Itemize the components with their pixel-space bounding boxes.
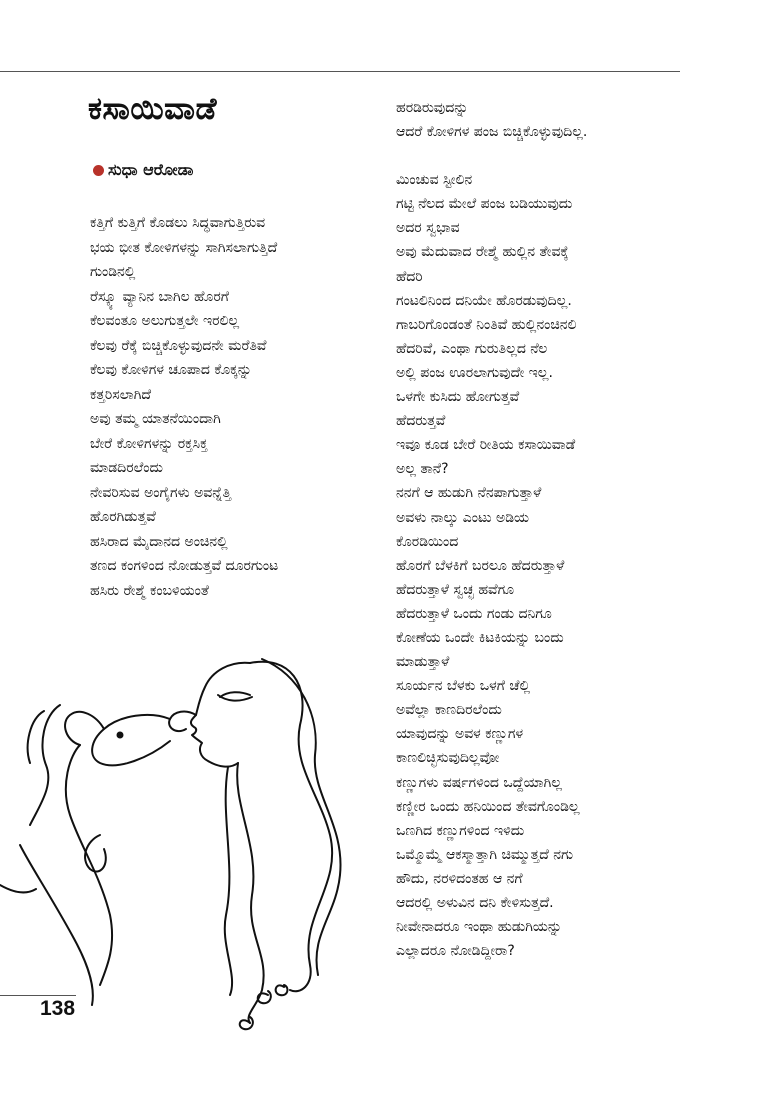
bullet-icon (93, 165, 104, 176)
poem-line: ಹಸಿರು ರೇಶ್ಮೆ ಕಂಬಳಿಯಂತೆ (90, 582, 209, 599)
author-name: ಸುಧಾ ಆರೋಡಾ (108, 160, 194, 179)
poem-line: ಎಲ್ಲಾದರೂ ನೋಡಿದ್ದೀರಾ? (396, 943, 515, 960)
page-number: 138 (40, 997, 76, 1020)
hen-head (92, 715, 170, 765)
poem-line: ನನಗೆ ಆ ಹುಡುಗಿ ನೆನಪಾಗುತ್ತಾಳೆ (396, 485, 542, 502)
poem-line: ಅವು ತಮ್ಮ ಯಾತನೆಯಿಂದಾಗಿ (90, 411, 221, 427)
poem-line: ಕಾಣಲಿಚ್ಛಿಸುವುದಿಲ್ಲವೋ (396, 750, 500, 767)
footer-rule (0, 995, 76, 996)
poem-line: ಮಾಡದಿರಲೆಂದು (90, 460, 163, 476)
poem-line: ಒಮ್ಮೊಮ್ಮೆ ಆಕಸ್ಮಾತ್ತಾಗಿ ಚಿಮ್ಮುತ್ತದೆ ನಗು (396, 846, 574, 863)
poem-line: ಕತ್ತರಿಸಲಾಗಿದೆ (90, 386, 152, 403)
poem-line: ಅದರ ಸ್ವಭಾವ (396, 220, 460, 237)
right-stanza-2 (396, 168, 696, 963)
poem-line: ಕೆಲವಂತೂ ಅಲುಗುತ್ತಲೇ ಇರಲಿಲ್ಲ (90, 313, 240, 329)
poem-line: ಅಲ್ಲಿ ಪಂಜ ಊರಲಾಗುವುದೇ ಇಲ್ಲ. (396, 364, 553, 381)
hen-eye (118, 733, 123, 738)
poem-title: ಕಸಾಯಿವಾಡೆ (88, 91, 217, 127)
poem-line: ಮಿಂಚುವ ಸ್ಟೀಲಿನ (396, 172, 473, 189)
poem-line: ಹೌದು, ನರಳಿದಂತಹ ಆ ನಗೆ (396, 870, 523, 887)
poem-line: ಬೇರೆ ಕೋಳಿಗಳನ್ನು ರಕ್ತಸಿಕ್ತ (90, 435, 208, 452)
poem-line: ತಣದ ಕಂಗಳಿಂದ ನೋಡುತ್ತವೆ ದೂರಗುಂಟ (90, 558, 279, 574)
poem-line: ಹೆದರಿವೆ, ಎಂಥಾ ಗುರುತಿಲ್ಲದ ನೆಲ (396, 340, 548, 357)
poem-line: ಯಾವುದನ್ನು ಅವಳ ಕಣ್ಣುಗಳ (396, 726, 524, 743)
poem-line: ಗಂಟಲಿನಿಂದ ದನಿಯೇ ಹೊರಡುವುದಿಲ್ಲ. (396, 292, 572, 309)
poem-line: ಹೆದರುತ್ತಾಳೆ ಒಂದು ಗಂಡು ದನಿಗೂ (396, 605, 552, 622)
poem-line: ಆದರಲ್ಲಿ ಅಳುವಿನ ದನಿ ಕೇಳಿಸುತ್ತದೆ. (396, 895, 554, 911)
poem-line: ಹಸಿರಾದ ಮೈದಾನದ ಅಂಚಿನಲ್ಲಿ (90, 533, 228, 550)
poem-line: ಅವೆಲ್ಲಾ ಕಾಣದಿರಲೆಂದು (396, 702, 502, 719)
poem-line: ನೀವೇನಾದರೂ ಇಂಥಾ ಹುಡುಗಿಯನ್ನು (396, 919, 562, 936)
poem-line: ಹೆದರುತ್ತಾಳೆ ಸ್ವಚ್ಛ ಹವೆಗೂ (396, 581, 515, 598)
swirl-icon (240, 1017, 253, 1029)
poem-line: ಭಯ ಭೀತ ಕೋಳಿಗಳನ್ನು ಸಾಗಿಸಲಾಗುತ್ತಿದೆ (90, 239, 278, 256)
poem-line: ಹೊರಗಿಡುತ್ತವೆ (90, 509, 156, 525)
poem-line: ಸೂರ್ಯನ ಬೆಳಕು ಒಳಗೆ ಚೆಲ್ಲಿ (396, 678, 531, 695)
poem-line: ಹೊರಗೆ ಬೆಳಕಿಗೆ ಬರಲೂ ಹೆದರುತ್ತಾಳೆ (396, 557, 565, 574)
poem-line: ಇವೂ ಕೂಡ ಬೇರೆ ರೀತಿಯ ಕಸಾಯಿವಾಡೆ (396, 437, 576, 454)
poem-line: ಕೋಣೆಯ ಒಂದೇ ಕಿಟಕಿಯನ್ನು ಬಂದು (396, 629, 564, 646)
poem-left-column (90, 211, 390, 603)
poem-line: ಗುಂಡಿನಲ್ಲಿ (90, 264, 136, 280)
poem-right-column (396, 96, 696, 963)
poem-line: ಗಟ್ಟಿ ನೆಲದ ಮೇಲೆ ಪಂಜ ಬಡಿಯುವುದು (396, 196, 573, 213)
poem-line: ಮಾಡುತ್ತಾಳೆ (396, 654, 450, 671)
poem-line: ಅವಳು ನಾಲ್ಕು ಎಂಟು ಅಡಿಯ (396, 509, 530, 526)
poem-line: ಒಣಗಿದ ಕಣ್ಣುಗಳಿಂದ ಇಳಿದು (396, 822, 525, 839)
poem-line: ಕಣ್ಣೀರ ಒಂದು ಹನಿಯಿಂದ ತೇವಗೊಂಡಿಲ್ಲ (396, 798, 580, 815)
poem-line: ಕೆಲವು ಕೋಳಿಗಳ ಚೂಪಾದ ಕೊಕ್ಕನ್ನು (90, 362, 252, 378)
poem-line: ಕತ್ತಿಗೆ ಕುತ್ತಿಗೆ ಕೊಡಲು ಸಿದ್ಧವಾಗುತ್ತಿರುವ (90, 215, 266, 231)
stanza-gap (396, 144, 696, 168)
line-drawing-illustration (0, 645, 380, 1035)
poem-line: ನೇವರಿಸುವ ಅಂಗೈಗಳು ಅವನ್ನೆತ್ತಿ (90, 484, 232, 501)
hen-wing (85, 835, 106, 872)
right-stanza-1 (396, 96, 696, 144)
poem-line: ಕೆಲವು ರೆಕ್ಕೆ ಬಿಚ್ಚಿಕೊಳ್ಳುವುದನೇ ಮರೆತಿವೆ (90, 337, 267, 354)
poem-line: ಹೆದರಿ (396, 268, 423, 285)
poem-line: ಆದರೆ ಕೋಳಿಗಳ ಪಂಜ ಬಿಚ್ಚಿಕೊಳ್ಳುವುದಿಲ್ಲ. (396, 124, 588, 141)
face-profile (191, 663, 250, 767)
poem-line: ಹೆದರುತ್ತವೆ (396, 413, 446, 430)
poem-line: ಅವು ಮೆದುವಾದ ರೇಶ್ಮೆ ಹುಲ್ಲಿನ ತೇವಕ್ಕೆ (396, 244, 569, 261)
poem-line: ಅಲ್ಲ ತಾನೆ? (396, 461, 449, 478)
poem-line: ಒಳಗೇ ಕುಸಿದು ಹೋಗುತ್ತವೆ (396, 389, 520, 406)
poem-line: ಹರಡಿರುವುದನ್ನು (396, 100, 469, 116)
poem-line: ಗಾಬರಿಗೊಂಡಂತೆ ನಿಂತಿವೆ ಹುಲ್ಲಿನಂಚಿನಲಿ (396, 316, 577, 333)
author-line (93, 160, 193, 180)
header-rule (0, 71, 680, 72)
poem-line: ರೆಸ್ಕ್ಯೂ ವ್ಯಾನಿನ ಬಾಗಿಲ ಹೊರಗೆ (90, 288, 229, 305)
poem-line: ಕೊರಡಿಯಿಂದ (396, 533, 459, 550)
poem-line: ಕಣ್ಣುಗಳು ವರ್ಷಗಳಿಂದ ಒದ್ದೆಯಾಗಿಲ್ಲ (396, 774, 563, 791)
